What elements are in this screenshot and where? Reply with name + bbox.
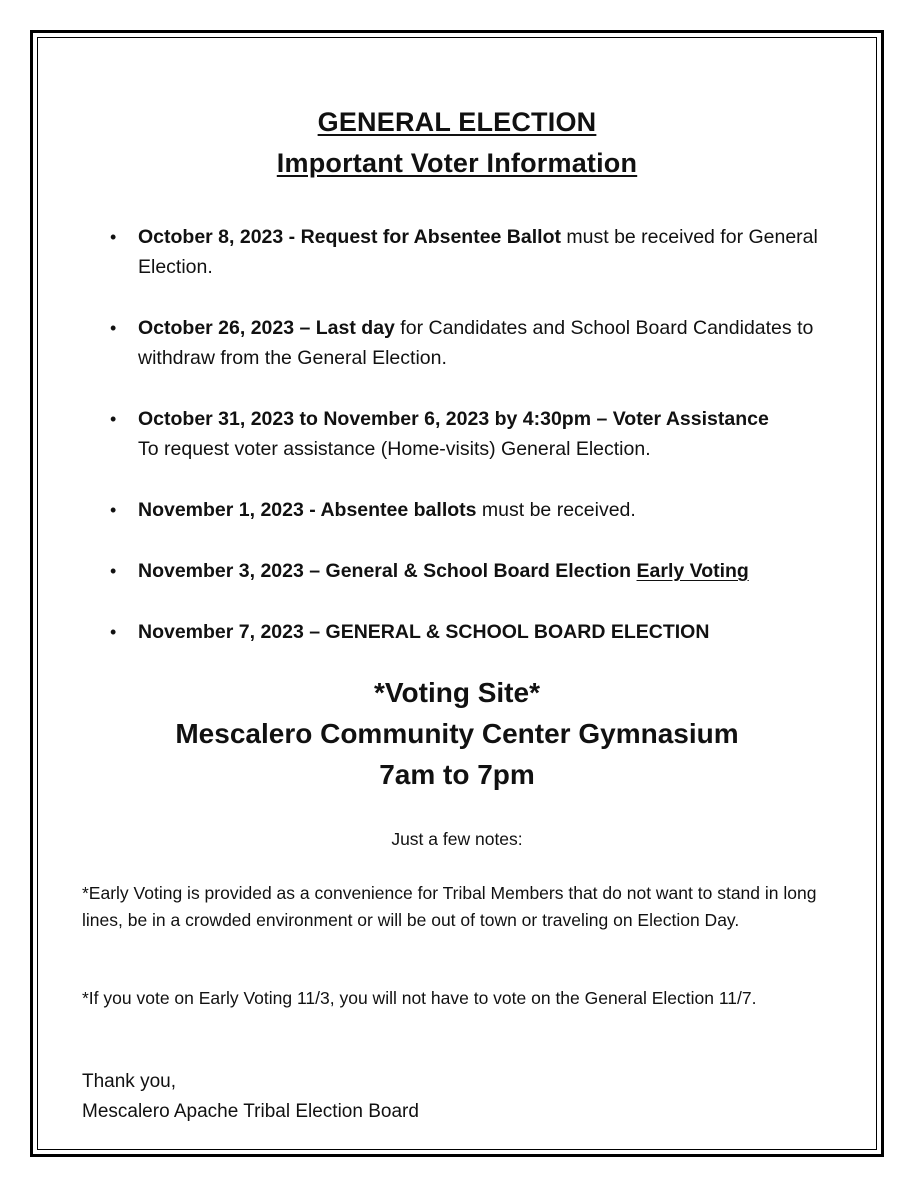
notes-heading: Just a few notes:: [391, 829, 523, 849]
item-date-heading: October 26, 2023 – Last day: [138, 317, 395, 339]
item-text: must be received.: [476, 499, 636, 521]
item-text: for Candidates and School Board Candidates to withdraw from the General Election.: [138, 317, 814, 369]
page-subtitle: Important Voter Information: [276, 148, 638, 178]
list-item: [110, 222, 878, 282]
list-item: [110, 617, 878, 647]
item-date-heading: November 1, 2023 - Absentee ballots: [138, 499, 477, 521]
bullet-icon: •: [110, 500, 117, 520]
note-paragraph: *If you vote on Early Voting 11/3, you will not have to vote on the General Election 11/7.: [82, 988, 757, 1008]
item-date-heading: October 31, 2023 to November 6, 2023 by 4:30pm – Voter Assistance: [138, 408, 769, 430]
list-item: [110, 495, 878, 525]
item-text: must be received for General Election.: [138, 226, 818, 278]
item-date-heading: November 7, 2023 – GENERAL & SCHOOL BOARD ELECTION: [138, 621, 710, 643]
bullet-icon: •: [110, 409, 117, 429]
list-item: [110, 404, 878, 464]
page-inner-border: [37, 37, 877, 1150]
item-date-heading: November 3, 2023 – General & School Board Election: [138, 560, 637, 582]
note-paragraph: *Early Voting is provided as a convenience for Tribal Members that do not want to stand in long lines, be in a crowded environment or will be out of town or traveling on Election Day.: [82, 883, 817, 930]
voting-site-location: Mescalero Community Center Gymnasium: [175, 718, 739, 749]
early-voting-label: Early Voting: [636, 560, 749, 582]
list-item: [110, 313, 878, 373]
bullet-icon: •: [110, 622, 117, 642]
closing-signature: Mescalero Apache Tribal Election Board: [82, 1101, 419, 1122]
bullet-icon: •: [110, 561, 117, 581]
bullet-icon: •: [110, 227, 117, 247]
list-item: [110, 556, 878, 586]
item-text: To request voter assistance (Home-visits) General Election.: [138, 438, 651, 460]
voting-site-label: *Voting Site*: [374, 677, 540, 708]
item-date-heading: October 8, 2023 - Request for Absentee Ballot: [138, 226, 561, 248]
voting-site-hours: 7am to 7pm: [379, 759, 535, 790]
bullet-icon: •: [110, 318, 117, 338]
page-title: GENERAL ELECTION: [317, 107, 597, 137]
closing-salutation: Thank you,: [82, 1071, 176, 1092]
